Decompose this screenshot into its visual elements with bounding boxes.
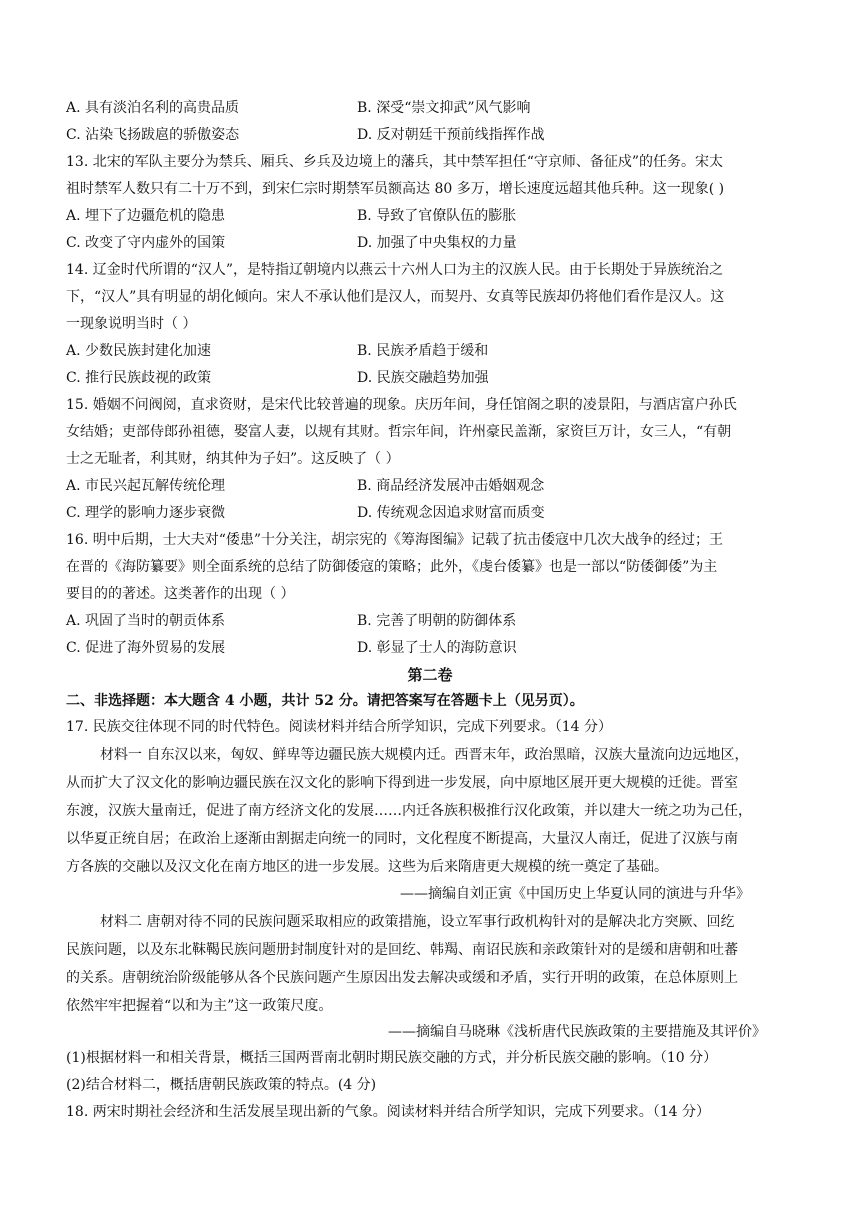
q14-stem-line3: 一现象说明当时（ ） [66, 316, 197, 332]
section-heading: 二、非选择题：本大题含 4 小题，共计 52 分。请把答案写在答题卡上（见另页）。 [66, 693, 584, 709]
q14-option-a: A. 少数民族封建化加速 [66, 343, 212, 359]
q15-stem-line3: 士之无耻者，利其财，纳其仲为子妇”。这反映了（ ） [66, 451, 400, 467]
q15-stem-line2: 女结婚；吏部侍郎孙祖德，娶富人妻，以规有其财。哲宗年间，许州豪民盖渐，家资巨万计，女三人，“有朝 [66, 424, 732, 440]
q16-stem-line2: 在晋的《海防纂要》则全面系统的总结了防御倭寇的策略；此外，《虔台倭纂》也是一部以“防倭御倭”为主 [66, 559, 718, 575]
q15-stem-line1: 15. 婚姻不问阀阅，直求资财，是宋代比较普遍的现象。庆历年间，身任馆阁之职的凌景阳，与酒店富户孙氏 [66, 397, 737, 413]
q18-stem: 18. 两宋时期社会经济和生活发展呈现出新的气象。阅读材料并结合所学知识，完成下列要求。（14 分） [66, 1104, 710, 1120]
q12-option-b: B. 深受“崇文抑武”风气影响 [357, 100, 531, 116]
q13-option-b: B. 导致了官僚队伍的膨胀 [357, 208, 517, 224]
q17-material2-line2: 民族问题，以及东北靺鞨民族问题册封制度针对的是回纥、韩羯、南诏民族和亲政策针对的是缓和唐朝和吐蕃 [66, 942, 738, 958]
q13-stem-line1: 13. 北宋的军队主要分为禁兵、厢兵、乡兵及边境上的藩兵，其中禁军担任“守京师、备征戍”的任务。宋太 [66, 154, 724, 170]
q15-option-c: C. 理学的影响力逐步衰微 [66, 505, 226, 521]
q16-option-a: A. 巩固了当时的朝贡体系 [66, 613, 226, 629]
q17-material1-line3: 东渡，汉族大量南迁，促进了南方经济文化的发展……内迁各族积极推行汉化政策，并以建大一统之功为己任， [66, 803, 752, 819]
q17-material1-line1: 材料一 自东汉以来，匈奴、鲜卑等边疆民族大规模内迁。西晋末年，政治黑暗，汉族大量流向边远地区， [100, 747, 749, 763]
q14-option-d: D. 民族交融趋势加强 [357, 370, 489, 386]
q17-material1-source: ——摘编自刘正寅《中国历史上华夏认同的演进与升华》 [400, 886, 750, 902]
q13-stem-line2: 祖时禁军人数只有二十万不到，到宋仁宗时期禁军员额高达 80 多万，增长速度远超其他兵种。这一现象( ) [66, 181, 725, 197]
q17-question1: (1)根据材料一和相关背景，概括三国两晋南北朝时期民族交融的方式，并分析民族交融的影响。（10 分） [66, 1050, 718, 1066]
q16-option-c: C. 促进了海外贸易的发展 [66, 640, 226, 656]
q13-option-c: C. 改变了守内虚外的国策 [66, 235, 226, 251]
q15-option-a: A. 市民兴起瓦解传统伦理 [66, 478, 226, 494]
q13-option-a: A. 埋下了边疆危机的隐患 [66, 208, 226, 224]
q17-question2: (2)结合材料二，概括唐朝民族政策的特点。(4 分) [66, 1077, 377, 1093]
q12-option-a: A. 具有淡泊名利的高贵品质 [66, 100, 240, 116]
q16-option-b: B. 完善了明朝的防御体系 [357, 613, 517, 629]
q14-stem-line2: 下，“汉人”具有明显的胡化倾向。宋人不承认他们是汉人，而契丹、女真等民族却仍将他们看作是汉人。这 [66, 289, 725, 305]
q12-option-d: D. 反对朝廷干预前线指挥作战 [357, 127, 545, 143]
q14-option-c: C. 推行民族歧视的政策 [66, 370, 212, 386]
q17-material1-line5: 方各族的交融以及汉文化在南方地区的进一步发展。这些为后来隋唐更大规模的统一奠定了基础。 [66, 859, 668, 875]
q16-option-d: D. 彰显了士人的海防意识 [357, 640, 517, 656]
q15-option-d: D. 传统观念因追求财富而质变 [357, 505, 545, 521]
q17-material2-line1: 材料二 唐朝对待不同的民族问题采取相应的政策措施，设立军事行政机构针对的是解决北方突厥、回纥 [100, 914, 735, 930]
q14-option-b: B. 民族矛盾趋于缓和 [357, 343, 489, 359]
q17-material2-source: ——摘编自马晓琳《浅析唐代民族政策的主要措施及其评价》 [388, 1024, 766, 1040]
q17-material1-line2: 从而扩大了汉文化的影响边疆民族在汉文化的影响下得到进一步发展，向中原地区展开更大规模的迁徙。晋室 [66, 775, 738, 791]
q15-option-b: B. 商品经济发展冲击婚姻观念 [357, 478, 545, 494]
q12-option-c: C. 沾染飞扬跋扈的骄傲姿态 [66, 127, 240, 143]
q17-material1-line4: 以华夏正统自居；在政治上逐渐由割据走向统一的同时，文化程度不断提高，大量汉人南迁，促进了汉族与南 [66, 831, 738, 847]
q14-stem-line1: 14. 辽金时代所谓的“汉人”，是特指辽朝境内以燕云十六州人口为主的汉族人民。由于长期处于异族统治之 [66, 262, 724, 278]
q16-stem-line3: 要目的的著述。这类著作的出现（ ） [66, 586, 295, 602]
q17-stem: 17. 民族交往体现不同的时代特色。阅读材料并结合所学知识，完成下列要求。（14 分） [66, 719, 612, 735]
q13-option-d: D. 加强了中央集权的力量 [357, 235, 517, 251]
q17-material2-line3: 的关系。唐朝统治阶级能够从各个民族问题产生原因出发去解决或缓和矛盾，实行开明的政策，在总体原则上 [66, 970, 738, 986]
section-title: 第二卷 [407, 666, 453, 684]
q16-stem-line1: 16. 明中后期，士大夫对“倭患”十分关注，胡宗宪的《筹海图编》记载了抗击倭寇中几次大战争的经过；王 [66, 532, 724, 548]
q17-material2-line4: 依然牢牢把握着“以和为主”这一政策尺度。 [66, 998, 333, 1014]
